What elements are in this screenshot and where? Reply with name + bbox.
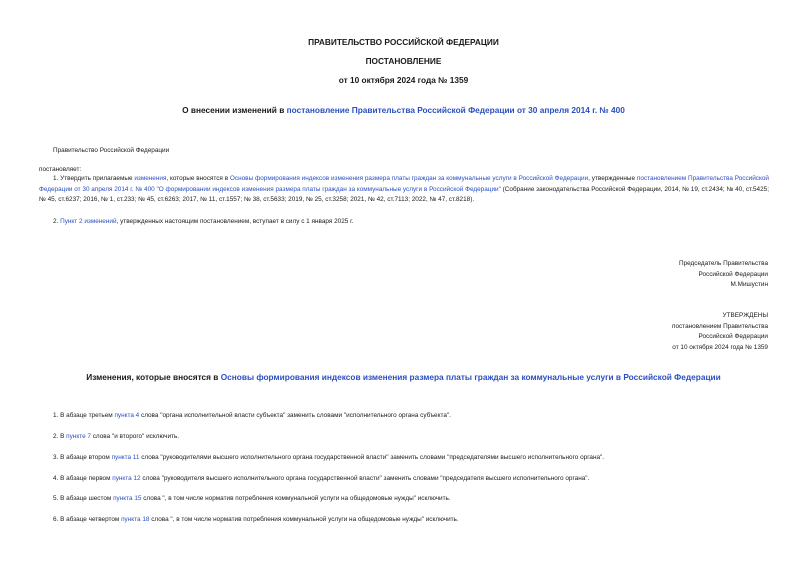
- signature-country: Российской Федерации: [698, 270, 768, 278]
- item-1-text-d: (Собрание законодательства Российской Федерации, 2014, № 19, ст.2434; № 40, ст.5425; № 45, ст.6237; 2016, № 1, ст.233; № 45, ст.6263; 2017, № 11, ст.1557; № 38, ст.5633; 2019, № 25, ст.3258; 2021, № 42, ст.7113; 2022, № 47, ст.8218).: [39, 185, 769, 203]
- point-4-link[interactable]: пункта 4: [114, 412, 140, 419]
- change-item: [53, 432, 179, 442]
- item-1-paragraph: [39, 174, 769, 206]
- item-2-text-a: 2.: [53, 218, 61, 225]
- signature-block: [679, 259, 768, 291]
- decides-text: постановляет:: [39, 166, 82, 173]
- change-4-text-b: слова "руководителя высшего исполнительного органа государственной власти" заменить словами "председателя высшего исполнительного органа".: [140, 475, 590, 482]
- point-12-link[interactable]: пункта 12: [112, 475, 141, 482]
- change-6-text-b: слова ", в том числе норматив потребления коммунальной услуги на общедомовые нужды" исключить.: [149, 516, 459, 523]
- approval-line-4: от 10 октября 2024 года № 1359: [672, 343, 768, 351]
- change-1-text-b: слова "органа исполнительной власти субъекта" заменить словами "исполнительного органа субъекта".: [139, 412, 451, 419]
- item-2-text-b: , утвержденных настоящим постановлением, вступает в силу с 1 января 2025 г.: [116, 218, 354, 225]
- changes-title: [0, 372, 807, 382]
- signature-position: Председатель Правительства: [679, 260, 768, 267]
- change-2-text-b: слова "и второго" исключить.: [90, 433, 180, 440]
- government-heading: ПРАВИТЕЛЬСТВО РОССИЙСКОЙ ФЕДЕРАЦИИ: [308, 37, 499, 47]
- resolution-title: [0, 105, 807, 115]
- amended-resolution-link[interactable]: постановление Правительства Российской Федерации от 30 апреля 2014 г. № 400: [286, 105, 625, 115]
- change-6-text-a: 6. В абзаце четвертом: [53, 516, 122, 523]
- point-15-link[interactable]: пункта 15: [113, 495, 142, 502]
- changes-title-text: Изменения, которые вносятся в: [86, 372, 221, 382]
- change-5-text-a: 5. В абзаце шестом: [53, 495, 114, 502]
- date-number-heading: от 10 октября 2024 года № 1359: [338, 75, 469, 85]
- approval-line-2: постановлением Правительства: [672, 322, 768, 330]
- change-4-text-a: 4. В абзаце первом: [53, 475, 113, 482]
- document-type-heading: ПОСТАНОВЛЕНИЕ: [365, 56, 442, 66]
- resolution-400-link[interactable]: постановлением Правительства Российской Федерации от 30 апреля 2014 г. № 400 "О формировании индексов изменения размера платы граждан за коммунальные услуги в Российской Федерации": [39, 175, 769, 193]
- basics-link[interactable]: Основы формирования индексов изменения размера платы граждан за коммунальные услуги в Российской Федерации: [229, 175, 589, 182]
- approval-heading: УТВЕРЖДЕНЫ: [722, 312, 768, 319]
- change-5-text-b: слова ", в том числе норматив потребления коммунальной услуги на общедомовые нужды" исключить.: [141, 495, 451, 502]
- change-item: [53, 411, 451, 421]
- point-18-link[interactable]: пункта 18: [121, 516, 150, 523]
- item-1-text-a: 1. Утвердить прилагаемые: [53, 175, 135, 182]
- changes-link[interactable]: изменения: [134, 175, 167, 182]
- point-7-link[interactable]: пункте 7: [66, 433, 91, 440]
- signature-name: М.Мишустин: [730, 281, 768, 288]
- issuer-text: Правительство Российской Федерации: [53, 147, 170, 154]
- approval-line-3: Российской Федерации: [698, 333, 768, 340]
- change-2-text-a: 2. В: [53, 433, 67, 440]
- point-2-link[interactable]: Пункт 2 изменений: [60, 218, 117, 225]
- change-item: [53, 453, 604, 463]
- change-1-text-a: 1. В абзаце третьем: [53, 412, 115, 419]
- resolution-title-text: О внесении изменений в: [182, 105, 287, 115]
- change-3-text-b: слова "руководителями высшего исполнительного органа государственной власти" заменить словами "председателями высшего исполнительного органа".: [139, 454, 605, 461]
- change-item: [53, 515, 459, 525]
- point-11-link[interactable]: пункта 11: [111, 454, 140, 461]
- item-1-text-c: , утвержденные: [588, 175, 637, 182]
- changes-basics-link[interactable]: Основы формирования индексов изменения размера платы граждан за коммунальные услуги в Российской Федерации: [220, 372, 721, 382]
- approval-block: [672, 311, 768, 353]
- item-2-paragraph: [53, 217, 353, 227]
- change-3-text-a: 3. В абзаце втором: [53, 454, 112, 461]
- item-1-text-b: , которые вносятся в: [166, 175, 230, 182]
- change-item: [53, 474, 589, 484]
- change-item: [53, 494, 451, 504]
